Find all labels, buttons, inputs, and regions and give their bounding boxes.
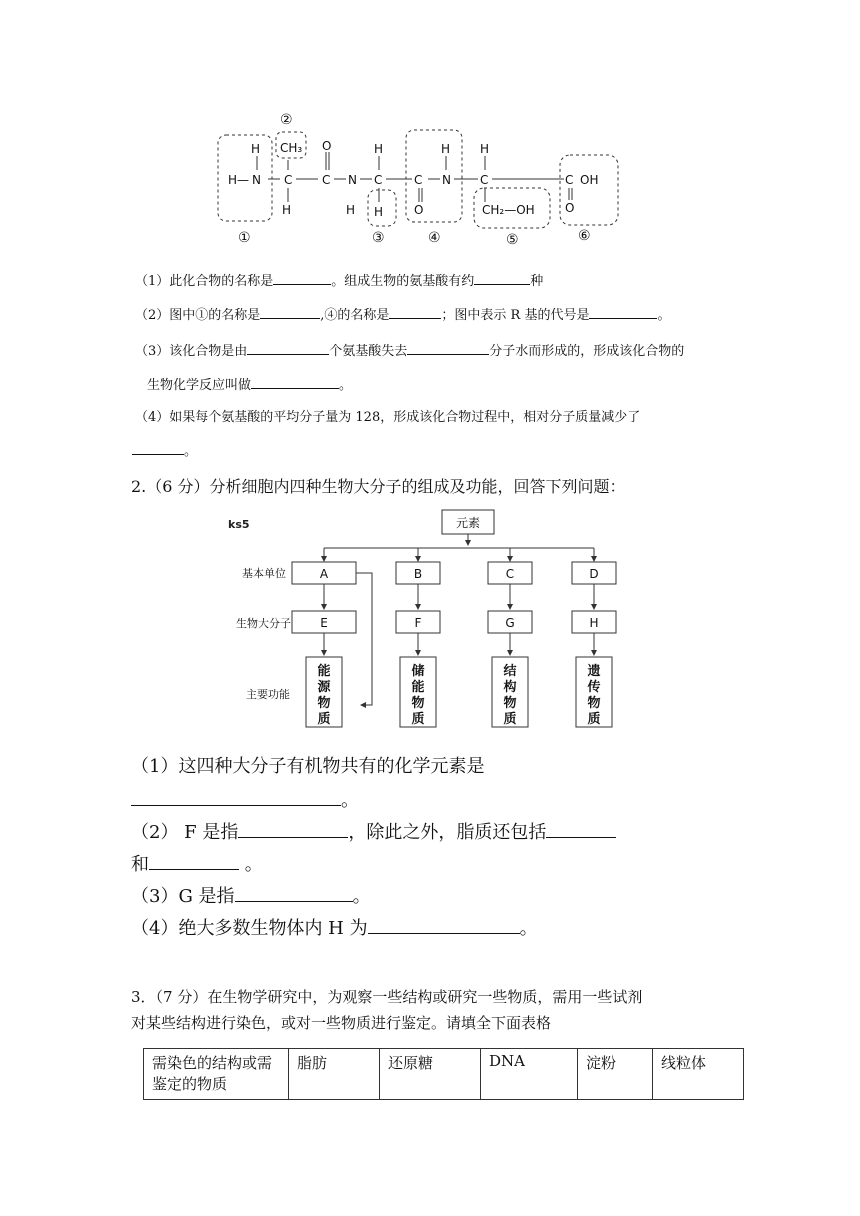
q2-text: 。 (239, 854, 263, 875)
q2-sub-1-answer (131, 786, 359, 812)
methyl-group-label: CH₃ (280, 141, 303, 155)
atom-c: C (414, 173, 423, 187)
atom-h: H (441, 142, 451, 156)
atom-o: O (414, 203, 424, 217)
table-header-cell: 还原糖 (380, 1049, 481, 1100)
atom-h: H (480, 142, 490, 156)
q1-text: 。 (657, 308, 671, 323)
func-structure-c3: 物 (503, 696, 517, 711)
unit-c: C (505, 567, 515, 581)
unit-d: D (589, 567, 599, 581)
answer-blank[interactable] (368, 919, 520, 934)
q1-text: （4）如果每个氨基酸的平均分子量为 128，形成该化合物过程中，相对分子质量减少了 (135, 410, 641, 425)
marker-3: ③ (372, 230, 385, 246)
q2-text: 。 (341, 790, 359, 811)
marker-2: ② (280, 112, 293, 128)
q1-line-5 (135, 406, 640, 425)
q1-text: 种 (530, 274, 544, 289)
atom-o: O (322, 139, 332, 153)
func-genetic-c3: 物 (587, 696, 601, 711)
atom-c: C (480, 173, 489, 187)
q2-text: 。 (352, 886, 371, 907)
q1-line-4 (147, 374, 352, 393)
atom-h: H— (228, 173, 250, 187)
q2-text: （2） F 是指 (131, 822, 239, 843)
macro-h: H (589, 616, 599, 630)
q2-text: （4）绝大多数生物体内 H 为 (131, 918, 368, 939)
atom-h: H (374, 205, 384, 219)
peptide-structure-diagram (200, 100, 640, 250)
q1-text: ；图中表示 R 基的代号是 (441, 308, 590, 323)
table-header-cell: 脂肪 (289, 1049, 380, 1100)
q2-sub-2-cont (131, 850, 263, 876)
answer-blank[interactable] (132, 440, 184, 455)
func-structure-c1: 结 (503, 664, 517, 679)
row-label-macromolecule: 生物大分子 (236, 617, 291, 630)
q1-text: 生物化学反应叫做 (147, 378, 252, 393)
table-header-cell: 淀粉 (578, 1049, 653, 1100)
q2-sub-4 (131, 914, 538, 940)
func-energy-c1: 能 (317, 664, 331, 679)
table-header-cell: 线粒体 (653, 1049, 744, 1100)
q2-sub-1: （1）这四种大分子有机物共有的化学元素是 (131, 756, 485, 777)
q1-text: （1）此化合物的名称是 (135, 274, 274, 289)
row-label-basic-unit: 基本单位 (242, 567, 286, 580)
answer-blank[interactable] (260, 304, 320, 319)
q2-heading: 2.（6 分）分析细胞内四种生物大分子的组成及功能，回答下列问题： (131, 477, 626, 496)
q1-text: 分子水而形成的，形成该化合物的 (489, 344, 685, 359)
macro-f: F (414, 616, 422, 630)
marker-1: ① (238, 230, 251, 246)
elements-label: 元素 (456, 516, 481, 530)
answer-blank[interactable] (247, 340, 329, 355)
q3-line-1: 3．（7 分）在生物学研究中，为观察一些结构或研究一些物质，需用一些试剂 (131, 988, 643, 1006)
q1-text: （2）图中①的名称是 (135, 308, 261, 323)
q1-text: 。 (184, 444, 198, 459)
answer-blank[interactable] (235, 887, 353, 902)
marker-4: ④ (428, 230, 441, 246)
func-energy-c4: 质 (317, 712, 331, 727)
atom-n: N (442, 173, 451, 187)
atom-h: H (346, 203, 356, 217)
answer-blank[interactable] (589, 304, 657, 319)
q2-sub-2 (131, 818, 616, 844)
atom-h: H (251, 142, 261, 156)
atom-c: C (284, 173, 293, 187)
q1-line-1 (135, 270, 543, 289)
table-row (144, 1049, 744, 1100)
atom-o: O (565, 201, 575, 215)
answer-blank[interactable] (474, 270, 530, 285)
atom-n: N (252, 173, 261, 187)
answer-blank[interactable] (273, 270, 331, 285)
table-header-cell: DNA (481, 1049, 578, 1100)
ch2oh-group-label: CH₂—OH (482, 203, 535, 217)
answer-blank[interactable] (251, 374, 339, 389)
q2-sub-3 (131, 882, 371, 908)
q1-line-6 (132, 440, 197, 459)
func-energy-c3: 物 (317, 696, 331, 711)
q1-text: 。组成生物的氨基酸有约 (331, 274, 475, 289)
macromolecule-flow-diagram (220, 505, 640, 735)
func-genetic-c4: 质 (587, 712, 601, 727)
unit-b: B (413, 567, 423, 581)
q2-text: 。 (519, 918, 538, 939)
q1-line-2 (135, 304, 671, 323)
answer-blank[interactable] (389, 304, 441, 319)
q1-text: 。 (339, 378, 353, 393)
answer-blank[interactable] (407, 340, 489, 355)
atom-c: C (374, 173, 383, 187)
func-genetic-c2: 传 (587, 680, 601, 695)
macro-e: E (320, 616, 328, 630)
q1-text: 个氨基酸失去 (329, 344, 408, 359)
q2-text: ，除此之外，脂质还包括 (348, 822, 547, 843)
q1-text: （3）该化合物是由 (135, 344, 248, 359)
answer-blank[interactable] (149, 855, 239, 870)
marker-5: ⑤ (506, 232, 519, 248)
answer-blank[interactable] (546, 823, 616, 838)
func-energy-c2: 源 (317, 680, 331, 695)
q1-line-3 (135, 340, 684, 359)
marker-6: ⑥ (578, 228, 591, 244)
q3-line-2: 对某些结构进行染色，或对一些物质进行鉴定。请填全下面表格 (131, 1014, 552, 1032)
func-structure-c4: 质 (503, 712, 517, 727)
func-genetic-c1: 遗 (587, 664, 601, 679)
func-structure-c2: 构 (503, 680, 517, 695)
answer-blank[interactable] (238, 823, 348, 838)
func-storage-c1: 储 (411, 664, 425, 679)
unit-a: A (319, 567, 329, 581)
macro-g: G (505, 616, 515, 630)
table-header-cell: 需染色的结构或需鉴定的物质 (144, 1049, 289, 1100)
q1-text: ,④的名称是 (320, 308, 390, 323)
answer-blank[interactable] (131, 791, 341, 806)
func-storage-c4: 质 (411, 712, 425, 727)
row-label-function: 主要功能 (246, 688, 290, 701)
watermark: ks5 (228, 518, 250, 531)
func-storage-c2: 能 (411, 680, 425, 695)
q2-text: （3）G 是指 (131, 886, 235, 907)
atom-h: H (374, 142, 384, 156)
func-storage-c3: 物 (411, 696, 425, 711)
atom-c: C (565, 173, 574, 187)
q2-text: 和 (131, 854, 149, 875)
atom-n: N (348, 173, 357, 187)
hydroxyl-label: OH (580, 173, 599, 187)
atom-c: C (322, 173, 331, 187)
q3-table (143, 1048, 744, 1100)
atom-h: H (282, 203, 292, 217)
